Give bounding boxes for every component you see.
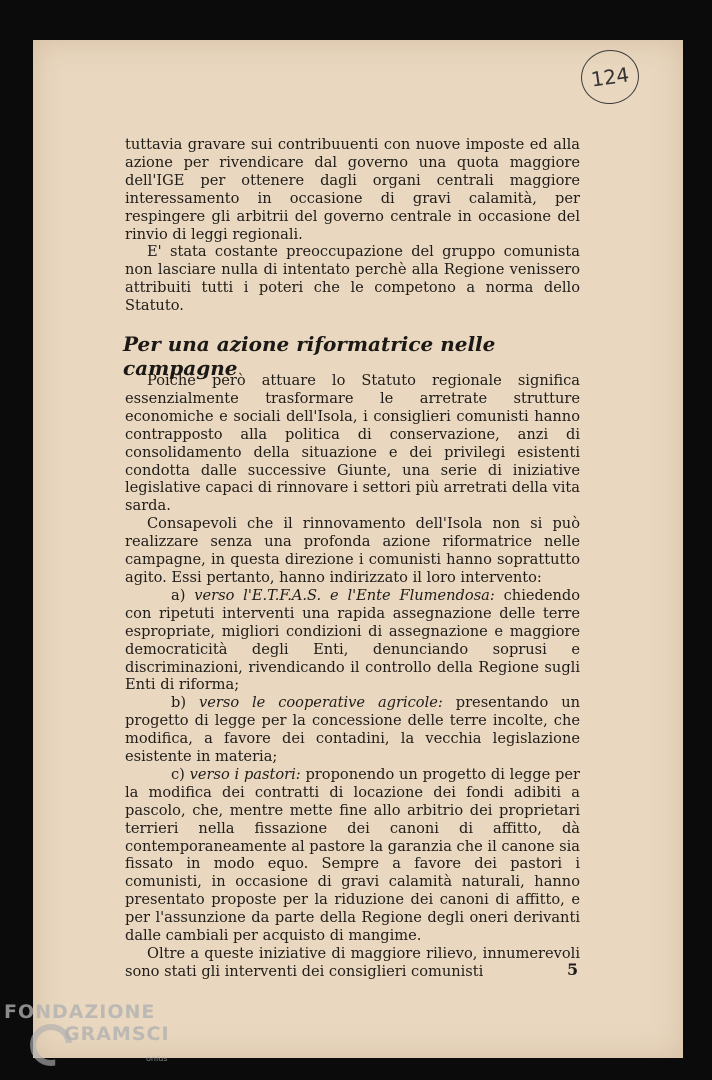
archive-number-stamp: 124 (578, 46, 643, 108)
watermark-line2: GRAMSCI (64, 1023, 170, 1045)
list-item-lead: verso i pastori: (189, 765, 301, 783)
document-page (33, 40, 683, 1058)
paragraph: E' stata costante preoccupazione del gruppo comunista non lasciare nulla di intentato perchè alla Regione venissero attribuiti tutti i poteri che le competono a norma dello Statuto. (125, 243, 580, 315)
paragraph: tuttavia gravare sui contribuuenti con nuove imposte ed alla azione per rivendicare dal governo una quota maggiore dell'IGE per ottenere dagli organi centrali maggiore interessamento in occasione di gravi calamità, per respingere gli arbitrii del governo centrale in occasione del rinvio di leggi regionali. (125, 136, 580, 243)
list-item (125, 694, 580, 766)
list-item (125, 587, 580, 694)
page-number: 5 (567, 960, 579, 979)
list-item-label: b) (171, 694, 187, 712)
watermark (4, 1001, 170, 1045)
list-item-label: a) (171, 586, 186, 604)
section-heading: Per una azione riformatrice nelle campagne (123, 332, 496, 380)
list-item-label: c) (171, 765, 185, 783)
watermark-line1: FONDAZIONE (4, 1001, 156, 1023)
list-item-text: chiedendo con ripetuti interventi una rapida assegnazione delle terre espropriate, migliori condizioni di assegnazione e maggiore democraticità degli Enti, denunciando soprusi e discriminazioni, rivendicando il controllo della Regione sugli Enti di riforma; (125, 586, 581, 694)
text-block-main (125, 372, 580, 981)
paragraph: Consapevoli che il rinnovamento dell'Isola non si può realizzare senza una profonda azione riformatrice nelle campagne, in questa direzione i comunisti hanno soprattutto agito. Essi pertanto, hanno indirizzato il loro intervento: (125, 515, 580, 586)
text-block-top (125, 136, 580, 315)
list-item-lead: verso le cooperative agricole: (198, 694, 443, 712)
watermark-small-text: onlus (146, 1054, 168, 1063)
paragraph: Oltre a queste iniziative di maggiore rilievo, innumerevoli sono stati gli interventi dei consiglieri comunisti (125, 945, 580, 980)
paragraph: Poichè però attuare lo Statuto regionale significa essenzialmente trasformare le arretrate strutture economiche e sociali dell'Isola, i consiglieri comunisti hanno contrapposto alla politica di conservazione, anzi di consolidamento della situazione e dei privilegi esistenti condotta dalle successive Giunte, una serie di iniziative legislative capaci di rinnovare i settori più arretrati della vita sarda. (125, 372, 580, 515)
list-item-lead: verso l'E.T.F.A.S. e l'Ente Flumendosa: (194, 586, 495, 604)
list-item-text: presentando un progetto di legge per la concessione delle terre incolte, che modifica, a favore dei contadini, la vecchia legislazione esistente in materia; (125, 694, 581, 766)
list-item (125, 766, 580, 945)
list-item-text: proponendo un progetto di legge per la modifica dei contratti di locazione dei fondi adibiti a pascolo, che, mentre mette fine allo arbitrio dei proprietari terrieri nella fissazione dei canoni di affitto, dà contemporaneamente al pastore la garanzia che il canone sia fissato in modo equo. Sempre a favore dei pastori i comunisti, in occasione di gravi calamità naturali, hanno presentato proposte per la riduzione dei canoni di affitto, e per l'assunzione da parte della Regione degli oneri derivanti dalle cambiali per acquisto di mangime. (125, 765, 581, 945)
